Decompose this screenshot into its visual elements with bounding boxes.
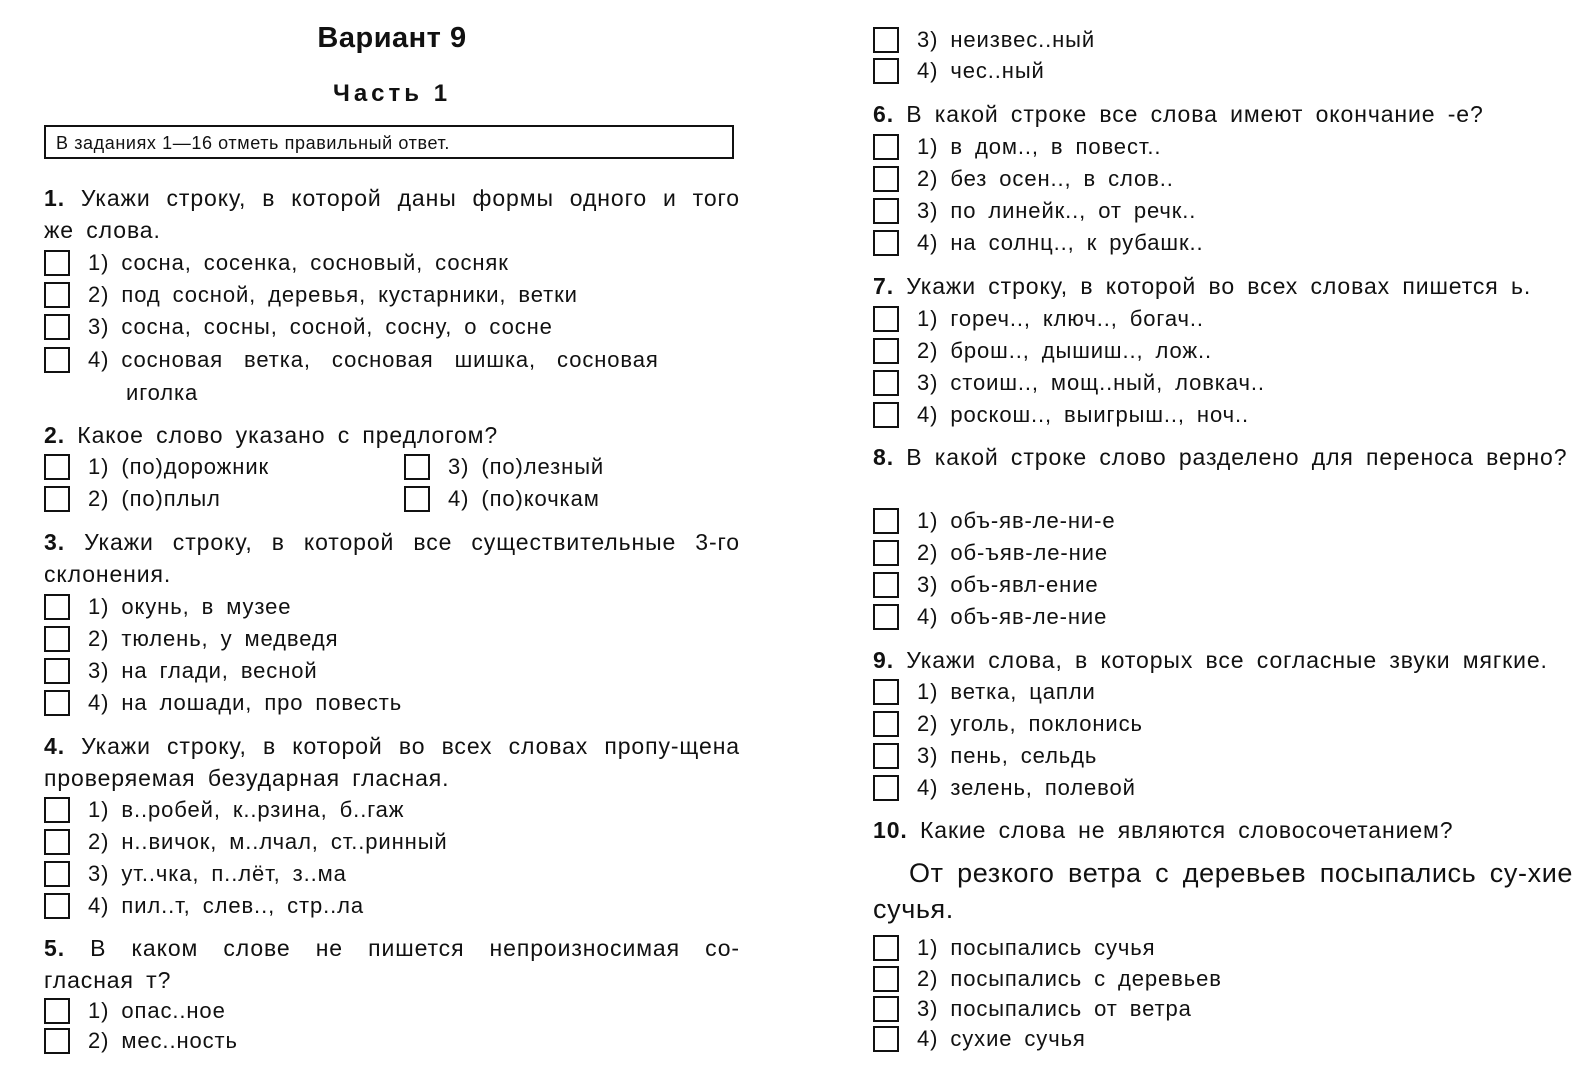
q3-option-4[interactable]: 4) на лошади, про повесть bbox=[44, 687, 402, 719]
answer-checkbox[interactable] bbox=[873, 540, 899, 566]
answer-checkbox[interactable] bbox=[44, 658, 70, 684]
question-text: Укажи строку, в которой даны формы одного и того же слова. bbox=[44, 185, 740, 243]
q1-option-4[interactable]: 4) сосновая ветка, сосновая шишка, сосновая bbox=[44, 344, 659, 376]
q9-option-2[interactable]: 2) уголь, поклонись bbox=[873, 708, 1143, 740]
answer-checkbox[interactable] bbox=[873, 306, 899, 332]
answer-checkbox[interactable] bbox=[873, 134, 899, 160]
answer-checkbox[interactable] bbox=[44, 486, 70, 512]
question-1 bbox=[44, 182, 740, 246]
q8-option-1[interactable]: 1) объ-яв-ле-ни-е bbox=[873, 505, 1115, 537]
answer-checkbox[interactable] bbox=[873, 508, 899, 534]
answer-checkbox[interactable] bbox=[44, 626, 70, 652]
answer-checkbox[interactable] bbox=[873, 711, 899, 737]
answer-checkbox[interactable] bbox=[44, 690, 70, 716]
answer-checkbox[interactable] bbox=[873, 966, 899, 992]
q3-option-3[interactable]: 3) на глади, весной bbox=[44, 655, 318, 687]
q5-option-3[interactable]: 3) неизвес..ный bbox=[873, 24, 1095, 56]
answer-checkbox[interactable] bbox=[873, 166, 899, 192]
q3-option-2[interactable]: 2) тюлень, у медведя bbox=[44, 623, 338, 655]
answer-checkbox[interactable] bbox=[873, 198, 899, 224]
q5-option-2[interactable]: 2) мес..ность bbox=[44, 1025, 238, 1057]
answer-checkbox[interactable] bbox=[873, 604, 899, 630]
answer-checkbox[interactable] bbox=[44, 347, 70, 373]
question-2: 2. Какое слово указано с предлогом? bbox=[44, 422, 499, 448]
question-9: 9. Укажи слова, в которых все согласные звуки мягкие. bbox=[873, 647, 1548, 673]
q8-option-4[interactable]: 4) объ-яв-ле-ние bbox=[873, 601, 1107, 633]
answer-checkbox[interactable] bbox=[873, 27, 899, 53]
q7-option-1[interactable]: 1) гореч.., ключ.., богач.. bbox=[873, 303, 1204, 335]
answer-checkbox[interactable] bbox=[404, 486, 430, 512]
question-3: 3. Укажи строку, в которой все существительные 3-го склонения. bbox=[44, 529, 740, 587]
q6-option-3[interactable]: 3) по линейк.., от речк.. bbox=[873, 195, 1196, 227]
q4-option-2[interactable]: 2) н..вичок, м..лчал, ст..ринный bbox=[44, 826, 448, 858]
q4-option-1[interactable]: 1) в..робей, к..рзина, б..гаж bbox=[44, 794, 404, 826]
answer-checkbox[interactable] bbox=[873, 370, 899, 396]
q10-passage: От резкого ветра с деревьев посыпались су-хие сучья. bbox=[873, 858, 1573, 924]
answer-checkbox[interactable] bbox=[873, 230, 899, 256]
q9-option-4[interactable]: 4) зелень, полевой bbox=[873, 772, 1136, 804]
answer-checkbox[interactable] bbox=[44, 998, 70, 1024]
question-number: 1. bbox=[44, 185, 65, 211]
answer-checkbox[interactable] bbox=[873, 338, 899, 364]
q10-option-1[interactable]: 1) посыпались сучья bbox=[873, 932, 1155, 964]
q8-option-3[interactable]: 3) объ-явл-ение bbox=[873, 569, 1099, 601]
question-4: 4. Укажи строку, в которой во всех словах пропу-щена проверяемая безударная гласная. bbox=[44, 733, 740, 791]
q3-option-1[interactable]: 1) окунь, в музее bbox=[44, 591, 291, 623]
part-title: Часть 1 bbox=[332, 80, 452, 107]
q7-option-3[interactable]: 3) стоиш.., мощ..ный, ловкач.. bbox=[873, 367, 1265, 399]
answer-checkbox[interactable] bbox=[873, 743, 899, 769]
q7-option-4[interactable]: 4) роскош.., выигрыш.., ноч.. bbox=[873, 399, 1249, 431]
q7-option-2[interactable]: 2) брош.., дышиш.., лож.. bbox=[873, 335, 1212, 367]
answer-checkbox[interactable] bbox=[873, 775, 899, 801]
question-8: 8. В какой строке слово разделено для переноса верно? bbox=[873, 444, 1568, 470]
q10-option-2[interactable]: 2) посыпались с деревьев bbox=[873, 963, 1222, 995]
answer-checkbox[interactable] bbox=[44, 250, 70, 276]
answer-checkbox[interactable] bbox=[44, 282, 70, 308]
q6-option-1[interactable]: 1) в дом.., в повест.. bbox=[873, 131, 1161, 163]
question-5: 5. В каком слове не пишется непроизносимая со-гласная т? bbox=[44, 935, 740, 993]
q1-option-3[interactable]: 3) сосна, сосны, сосной, сосну, о сосне bbox=[44, 311, 553, 343]
variant-title: Вариант 9 bbox=[317, 22, 467, 54]
answer-checkbox[interactable] bbox=[873, 679, 899, 705]
answer-checkbox[interactable] bbox=[44, 314, 70, 340]
question-7: 7. Укажи строку, в которой во всех словах пишется ь. bbox=[873, 273, 1532, 299]
answer-checkbox[interactable] bbox=[44, 893, 70, 919]
answer-checkbox[interactable] bbox=[44, 594, 70, 620]
instruction-box: В заданиях 1—16 отметь правильный ответ. bbox=[44, 125, 734, 159]
answer-checkbox[interactable] bbox=[873, 1026, 899, 1052]
q8-option-2[interactable]: 2) об-ъяв-ле-ние bbox=[873, 537, 1108, 569]
q4-option-3[interactable]: 3) ут..чка, п..лёт, з..ма bbox=[44, 858, 347, 890]
q5-option-1[interactable]: 1) опас..ное bbox=[44, 995, 226, 1027]
answer-checkbox[interactable] bbox=[44, 454, 70, 480]
answer-checkbox[interactable] bbox=[404, 454, 430, 480]
q5-option-4[interactable]: 4) чес..ный bbox=[873, 55, 1045, 87]
q2-option-1[interactable]: 1) (по)дорожник bbox=[44, 451, 269, 483]
answer-checkbox[interactable] bbox=[44, 797, 70, 823]
answer-checkbox[interactable] bbox=[44, 861, 70, 887]
q1-option-2[interactable]: 2) под сосной, деревья, кустарники, ветки bbox=[44, 279, 578, 311]
answer-checkbox[interactable] bbox=[873, 935, 899, 961]
q2-option-2[interactable]: 2) (по)плыл bbox=[44, 483, 221, 515]
q9-option-1[interactable]: 1) ветка, цапли bbox=[873, 676, 1096, 708]
answer-checkbox[interactable] bbox=[44, 829, 70, 855]
question-6: 6. В какой строке все слова имеют окончание -е? bbox=[873, 101, 1484, 127]
answer-checkbox[interactable] bbox=[873, 58, 899, 84]
q10-option-4[interactable]: 4) сухие сучья bbox=[873, 1023, 1086, 1055]
q1-option-1[interactable]: 1) сосна, сосенка, сосновый, сосняк bbox=[44, 247, 509, 279]
q9-option-3[interactable]: 3) пень, сельдь bbox=[873, 740, 1097, 772]
q2-option-4[interactable]: 4) (по)кочкам bbox=[404, 483, 600, 515]
q6-option-4[interactable]: 4) на солнц.., к рубашк.. bbox=[873, 227, 1204, 259]
q10-option-3[interactable]: 3) посыпались от ветра bbox=[873, 993, 1192, 1025]
q2-option-3[interactable]: 3) (по)лезный bbox=[404, 451, 604, 483]
q4-option-4[interactable]: 4) пил..т, слев.., стр..ла bbox=[44, 890, 364, 922]
q1-option-4-continuation: иголка bbox=[126, 380, 199, 405]
answer-checkbox[interactable] bbox=[44, 1028, 70, 1054]
answer-checkbox[interactable] bbox=[873, 572, 899, 598]
q6-option-2[interactable]: 2) без осен.., в слов.. bbox=[873, 163, 1174, 195]
answer-checkbox[interactable] bbox=[873, 996, 899, 1022]
answer-checkbox[interactable] bbox=[873, 402, 899, 428]
question-10: 10. Какие слова не являются словосочетанием? bbox=[873, 817, 1454, 843]
